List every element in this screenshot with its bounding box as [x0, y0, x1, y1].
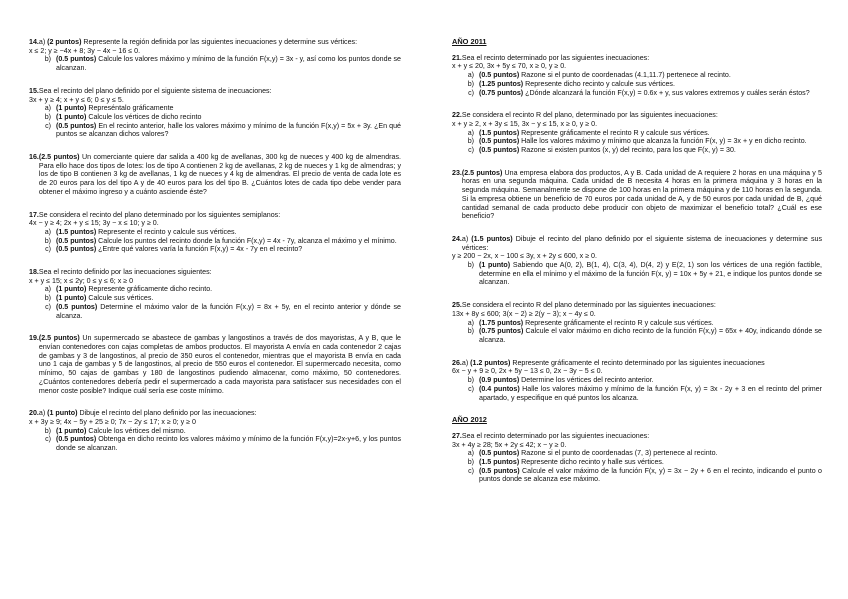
problem-header [29, 334, 401, 395]
statement-text: Se considera el recinto R del plano determinado por las siguientes inecuaciones: [461, 301, 716, 310]
points-label: (0.5 puntos) [56, 435, 97, 444]
sub-questions [452, 71, 822, 97]
problem-header [29, 409, 401, 418]
problem-number: 20. [29, 409, 39, 418]
sub-question [29, 122, 401, 139]
question-text: En el recinto anterior, halle los valores máximo y mínimo de la función F(x,y) = 5x + 3y. ¿En qué puntos se alcanzan dichos valores? [56, 121, 401, 139]
question-text: ¿Dónde alcanzará la función F(x,y) = 0.6x + y, sus valores extremos y cuáles serán éstos? [523, 88, 810, 97]
left-column [29, 38, 401, 467]
question-text: Obtenga en dicho recinto los valores máximo y mínimo de la función F(x,y)=2x-y+6, y los puntos donde se alcanzan. [56, 435, 402, 453]
question-text: Represente gráficamente el recinto R y calcule sus vértices. [523, 318, 714, 327]
sub-question-label: b) [44, 426, 51, 435]
sub-question [452, 261, 822, 287]
problem-21 [452, 54, 822, 98]
sub-question-text [56, 113, 401, 122]
sub-question-text [56, 55, 401, 72]
problem-number: 16. [29, 153, 39, 162]
part-label: a) [38, 38, 48, 46]
sub-question-label: c) [45, 121, 51, 130]
sub-question-text [56, 122, 401, 139]
sub-question [452, 458, 822, 467]
sub-question-label: b) [467, 376, 474, 385]
question-text: Calcule los puntos del recinto donde la función F(x,y) = 4x - 7y, alcanza el máximo y el mínimo. [96, 236, 397, 245]
sub-question-text [479, 467, 822, 484]
question-text: Determine el máximo valor de la función F(x,y) = 8x + 5y, en el recinto anterior y dónde se alcanza. [56, 302, 401, 320]
sub-question-text [479, 137, 822, 146]
problem-number: 26. [452, 358, 462, 367]
sub-question [29, 228, 401, 237]
sub-question-label: a) [44, 104, 51, 113]
sub-question [29, 113, 401, 122]
problem-number: 17. [29, 210, 39, 219]
problem-number: 15. [29, 86, 39, 95]
sub-question-label: b) [44, 112, 51, 121]
points-label: (1 punto) [47, 409, 78, 418]
points-label: (1 punto) [479, 261, 511, 270]
points-label: (0.5 puntos) [479, 449, 520, 458]
sub-question [452, 80, 822, 89]
inequality-system: y ≥ 200 − 2x, x − 100 ≤ 3y, x + 2y ≤ 600, x ≥ 0. [452, 252, 597, 261]
sub-question [452, 319, 822, 328]
inequality-system: 13x + 8y ≤ 600; 3(x − 2) ≥ 2(y − 3); x − 4y ≤ 0. [452, 309, 596, 318]
statement-text: Un comerciante quiere dar salida a 400 kg de avellanas, 300 kg de nueces y 400 kg de almendras. Para ello hace dos tipos de lotes: los de tipo A contienen 2 kg de avellanas, 2 kg de nueces y 1 kg de almendras; y los de tipo B contienen 3 kg de avellanas, 1 kg de nueces y 4 kg de almendras. El precio de venta de cada lote es de 20 euros para los del tipo A y de 40 euros para los del tipo B. ¿Cuántos lotes de cada tipo debe vender para obtener el máximo ingreso y a cuánto asciende éste? [38, 153, 402, 196]
problems-2011 [452, 54, 822, 403]
sub-question [452, 137, 822, 146]
inequality-system: x + y ≤ 20, 3x + 5y ≤ 70, x ≥ 0, y ≥ 0. [452, 62, 567, 71]
sub-question [29, 55, 401, 72]
sub-question-label: a) [44, 285, 51, 294]
problem-header [29, 38, 401, 47]
sub-question-label: a) [467, 71, 474, 80]
question-text: Calcule sus vértices. [86, 294, 154, 303]
statement-text: Una empresa elabora dos productos, A y B. Cada unidad de A requiere 2 horas en una máquina y 5 horas en una segunda máquina. Cada unidad de B necesita 4 horas en la primera máquina y 3 horas en la segunda máquina. Semanalmente se dispone de 100 horas en la primera máquina y de 110 horas en la segunda. Si la empresa obtiene un beneficio de 70 euros por cada unidad de A, y de 50 euros por cada unidad de B, ¿qué cantidad semanal de cada producto debe producir con objeto de maximizar el beneficio total? ¿Cuál es ese beneficio? [461, 168, 822, 221]
points-label: (0.9 puntos) [479, 376, 520, 385]
sub-question-text [56, 285, 401, 294]
problem-statement [462, 359, 822, 368]
problem-18 [29, 268, 401, 320]
problem-23 [452, 169, 822, 221]
problem-27 [452, 432, 822, 484]
points-label: (1 punto) [56, 112, 87, 121]
question-text: Represente el recinto y calcule sus vértices. [96, 227, 237, 236]
inequality-system: 4x − y ≥ 4; 2x + y ≤ 15; 3y − x ≤ 10; y ≥ 0. [29, 219, 159, 228]
sub-questions [452, 319, 822, 345]
problem-number: 25. [452, 301, 462, 310]
points-label: (0.5 puntos) [479, 466, 520, 475]
sub-question-text [56, 294, 401, 303]
sub-questions [452, 376, 822, 402]
problem-statement [39, 38, 401, 47]
points-label: (1.75 puntos) [479, 318, 524, 327]
sub-question-label: b) [467, 458, 474, 467]
problem-number: 27. [452, 431, 462, 440]
problem-header [452, 169, 822, 221]
year-heading-2011: AÑO 2011 [452, 37, 487, 46]
points-label: (1.5 puntos) [471, 234, 513, 243]
year-heading-2012: AÑO 2012 [452, 415, 487, 425]
sub-question-label: a) [467, 449, 474, 458]
sub-questions [29, 285, 401, 320]
question-text: Represéntalo gráficamente [86, 104, 174, 113]
problem-22 [452, 111, 822, 155]
points-label: (0.5 puntos) [56, 302, 98, 311]
sub-question-label: b) [467, 261, 474, 270]
problem-statement [39, 153, 401, 197]
sub-question-text [479, 449, 822, 458]
problem-header [452, 235, 822, 252]
sub-question [452, 467, 822, 484]
inequality-system: 3x + y ≥ 4; x + y ≤ 6; 0 ≤ y ≤ 5. [29, 95, 124, 104]
sub-question-label: c) [468, 466, 474, 475]
question-text: Razone si existen puntos (x, y) del recinto, para los que F(x, y) = 30. [519, 146, 736, 155]
sub-questions [452, 261, 822, 287]
points-label: (2.5 puntos) [38, 334, 80, 343]
sub-questions [29, 104, 401, 139]
sub-question-label: b) [44, 236, 51, 245]
question-text: Calcule los vértices de dicho recinto [86, 112, 202, 121]
problem-statement [462, 111, 822, 120]
sub-question-label: b) [467, 327, 474, 336]
problem-number: 14. [29, 38, 39, 46]
sub-question-text [56, 435, 401, 452]
part-label: a) [461, 234, 472, 243]
problem-header [29, 87, 401, 96]
problem-number: 22. [452, 111, 462, 120]
points-label: (2 puntos) [47, 38, 82, 46]
question-text: Halle los valores máximo y mínimo que alcanza la función F(x, y) = 3x + y en dicho recinto. [519, 137, 807, 146]
question-text: Halle los valores máximo y mínimo de la función F(x, y) = 3x - 2y + 3 en el recinto del primer apartado, y especifique en qué puntos los alcanza. [479, 384, 822, 402]
sub-question [29, 237, 401, 246]
sub-question-label: c) [468, 384, 474, 393]
sub-question-label: a) [44, 227, 51, 236]
statement-text: Sea el recinto definido por las inecuaciones siguientes: [38, 268, 212, 277]
problem-25 [452, 301, 822, 345]
sub-question-label: c) [45, 302, 51, 311]
sub-question-label: a) [467, 318, 474, 327]
problem-header [452, 432, 822, 441]
inequality-system: x + y ≤ 15; x ≤ 2y; 0 ≤ y ≤ 6; x ≥ 0 [29, 276, 134, 285]
question-text: Razone si el punto de coordenadas (7, 3) pertenece al recinto. [519, 449, 718, 458]
sub-question-text [479, 89, 822, 98]
statement-text: Un supermercado se abastece de gambas y langostinos a través de dos mayoristas, A y B, que le envían contenedores con cajas completas de ambos productos. El mayorista A envía en cada contenedor 2 cajas de gambas y 3 de langostinos, al precio de 350 euros el contenedor, mientras que el mayorista B envía en cada uno 1 caja de gambas y 5 de langostinos, al precio de 550 euros el contenedor. El supermercado necesita, como mínimo, 50 cajas de gambas y 180 de langostinos pudiendo almacenar, como máximo, 50 contenedores. ¿Cuántos contenedores debería pedir el supermercado a cada mayorista para satisfacer sus necesidades con el menor coste posible? Indique cuál sería ese coste mínimo. [38, 334, 401, 395]
points-label: (1 punto) [56, 426, 87, 435]
sub-question-label: a) [467, 128, 474, 137]
sub-questions [29, 427, 401, 453]
inequality-system: x + 3y ≥ 9; 4x − 5y + 25 ≥ 0; 7x − 2y ≤ 17; x ≥ 0; y ≥ 0 [29, 417, 196, 426]
question-text: Represente gráficamente el recinto R y calcule sus vértices. [519, 128, 710, 137]
sub-question [29, 303, 401, 320]
sub-question [452, 71, 822, 80]
sub-question-text [479, 71, 822, 80]
points-label: (1 punto) [56, 104, 87, 113]
question-text: Represente dicho recinto y halle sus vértices. [519, 458, 664, 467]
sub-questions [29, 228, 401, 254]
inequality-system: x + y ≥ 2, x + 3y ≤ 15, 3x − y ≤ 15, x ≥ 0, y ≥ 0. [452, 119, 598, 128]
points-label: (0.75 puntos) [479, 88, 524, 97]
question-text: Sabiendo que A(0, 2), B(1, 4), C(3, 4), D(4, 2) y E(2, 1) son los vértices de una región factible, determine en ella el mínimo y el máximo de la función F(x, y) = 10x + 5y + 21, e indique los puntos donde se alcanzan. [479, 261, 822, 287]
points-label: (0.5 puntos) [479, 71, 520, 80]
sub-question [452, 327, 822, 344]
sub-question-text [479, 80, 822, 89]
problem-number: 21. [452, 53, 462, 62]
sub-question [452, 385, 822, 402]
sub-question-text [479, 261, 822, 287]
sub-question [29, 104, 401, 113]
question-text: ¿Entre qué valores varía la función F(x,y) = 4x - 7y en el recinto? [96, 245, 303, 254]
problem-header [29, 153, 401, 197]
sub-question [452, 146, 822, 155]
sub-question [452, 89, 822, 98]
points-label: (0.75 puntos) [479, 327, 524, 336]
points-label: (1.5 puntos) [479, 458, 520, 467]
sub-question-label: c) [468, 146, 474, 155]
problem-statement [39, 268, 401, 277]
sub-question-text [479, 129, 822, 138]
sub-question-text [56, 303, 401, 320]
problems-2012 [452, 432, 822, 484]
sub-question-label: c) [468, 88, 474, 97]
points-label: (1 punto) [56, 294, 87, 303]
sub-question-text [56, 427, 401, 436]
problem-header [452, 54, 822, 63]
question-text: Determine los vértices del recinto anterior. [519, 376, 654, 385]
problem-number: 24. [452, 234, 462, 243]
sub-question-label: b) [44, 55, 51, 64]
problem-statement [39, 334, 401, 395]
points-label: (1 punto) [56, 285, 87, 294]
sub-question-text [479, 319, 822, 328]
sub-question-text [56, 104, 401, 113]
problem-statement [39, 409, 401, 418]
sub-question-text [479, 458, 822, 467]
inequality-system: 3x + 4y ≥ 28; 5x + 2y ≤ 42; x − y ≥ 0. [452, 440, 567, 449]
problem-header [452, 359, 822, 368]
question-text: Calcule los vértices del mismo. [86, 426, 186, 435]
sub-question [452, 449, 822, 458]
points-label: (1.5 puntos) [479, 128, 520, 137]
statement-text: Se considera el recinto R del plano, determinado por las siguientes inecuaciones: [461, 111, 718, 120]
problem-number: 19. [29, 334, 39, 343]
statement-text: Sea el recinto del plano definido por el siguiente sistema de inecuaciones: [38, 86, 272, 95]
sub-question [29, 294, 401, 303]
part-label: a) [461, 358, 471, 367]
problem-statement [462, 301, 822, 310]
statement-text: Se considera el recinto del plano determinado por los siguientes semiplanos: [38, 210, 281, 219]
problem-15 [29, 87, 401, 139]
question-text: Calcule los valores máximo y mínimo de la función F(x,y) = 3x - y, así como los puntos donde se alcanzan. [56, 55, 401, 73]
points-label: (0.5 puntos) [56, 245, 97, 254]
statement-text: Sea el recinto determinado por las siguientes inecuaciones: [461, 53, 650, 62]
sub-question [29, 245, 401, 254]
sub-questions [29, 55, 401, 72]
right-column [452, 38, 822, 498]
question-text: Calcule el valor máximo de la función F(x, y) = 3x − 2y + 6 en el recinto, indicando el punto o puntos donde se alcanza ese máximo. [479, 466, 822, 484]
sub-questions [452, 449, 822, 484]
sub-question-text [479, 385, 822, 402]
points-label: (1.2 puntos) [470, 358, 511, 367]
inequality-system: x ≤ 2; y ≥ −4x + 8; 3y − 4x − 16 ≤ 0. [29, 46, 141, 55]
problem-header [29, 268, 401, 277]
problem-26 [452, 359, 822, 403]
sub-question-text [479, 146, 822, 155]
problem-header [452, 111, 822, 120]
problem-24 [452, 235, 822, 287]
sub-questions [452, 129, 822, 155]
statement-text: Dibuje el recinto del plano definido por el siguiente sistema de inecuaciones y determine sus vértices: [461, 234, 822, 252]
points-label: (1.25 puntos) [479, 79, 524, 88]
problem-19 [29, 334, 401, 395]
sub-question-text [56, 245, 401, 254]
problem-statement [462, 432, 822, 441]
points-label: (0.5 puntos) [56, 121, 97, 130]
sub-question-label: b) [467, 137, 474, 146]
problem-header [29, 211, 401, 220]
points-label: (0.5 puntos) [56, 55, 97, 64]
sub-question [29, 285, 401, 294]
problem-16 [29, 153, 401, 197]
points-label: (2.5 puntos) [461, 168, 503, 177]
problem-20 [29, 409, 401, 453]
points-label: (0.5 puntos) [56, 236, 97, 245]
points-label: (2.5 puntos) [38, 153, 80, 162]
sub-question-text [56, 237, 401, 246]
sub-question-text [479, 327, 822, 344]
problem-number: 23. [452, 168, 462, 177]
problem-statement [39, 211, 401, 220]
sub-question-text [479, 376, 822, 385]
problem-statement [462, 235, 822, 252]
problem-header [452, 301, 822, 310]
points-label: (0.4 puntos) [479, 384, 520, 393]
question-text: Calcule el valor máximo en dicho recinto de la función F(x,y) = 65x + 40y, indicando dónde se alcanza. [479, 327, 822, 344]
sub-question-label: b) [44, 294, 51, 303]
points-label: (1.5 puntos) [56, 227, 97, 236]
sub-question [29, 435, 401, 452]
inequality-system: 6x − y + 9 ≥ 0, 2x + 5y − 13 ≤ 0, 2x − 3y − 5 ≤ 0. [452, 367, 603, 376]
statement-text: Represente la región definida por las siguientes inecuaciones y determine sus vértices: [81, 38, 358, 46]
sub-question-label: c) [45, 435, 51, 444]
sub-question [452, 129, 822, 138]
points-label: (0.5 puntos) [479, 146, 520, 155]
sub-question-label: b) [467, 79, 474, 88]
points-label: (0.5 puntos) [479, 137, 520, 146]
statement-text: Represente gráficamente el recinto determinado por las siguientes inecuaciones [510, 358, 765, 367]
problem-number: 18. [29, 268, 39, 277]
question-text: Represente gráficamente dicho recinto. [86, 285, 213, 294]
statement-text: Sea el recinto determinado por las siguientes inecuaciones: [461, 431, 650, 440]
sub-question-text [56, 228, 401, 237]
problem-14 [29, 38, 401, 73]
sub-question [452, 376, 822, 385]
sub-question-label: c) [45, 245, 51, 254]
problem-statement [462, 54, 822, 63]
part-label: a) [38, 409, 48, 418]
sub-question [29, 427, 401, 436]
problem-statement [462, 169, 822, 221]
question-text: Razone si el punto de coordenadas (4.1,11.7) pertenece al recinto. [519, 71, 731, 80]
statement-text: Dibuje el recinto del plano definido por las inecuaciones: [77, 409, 257, 418]
problem-17 [29, 211, 401, 255]
problem-statement [39, 87, 401, 96]
question-text: Represente dicho recinto y calcule sus vértices. [523, 79, 675, 88]
